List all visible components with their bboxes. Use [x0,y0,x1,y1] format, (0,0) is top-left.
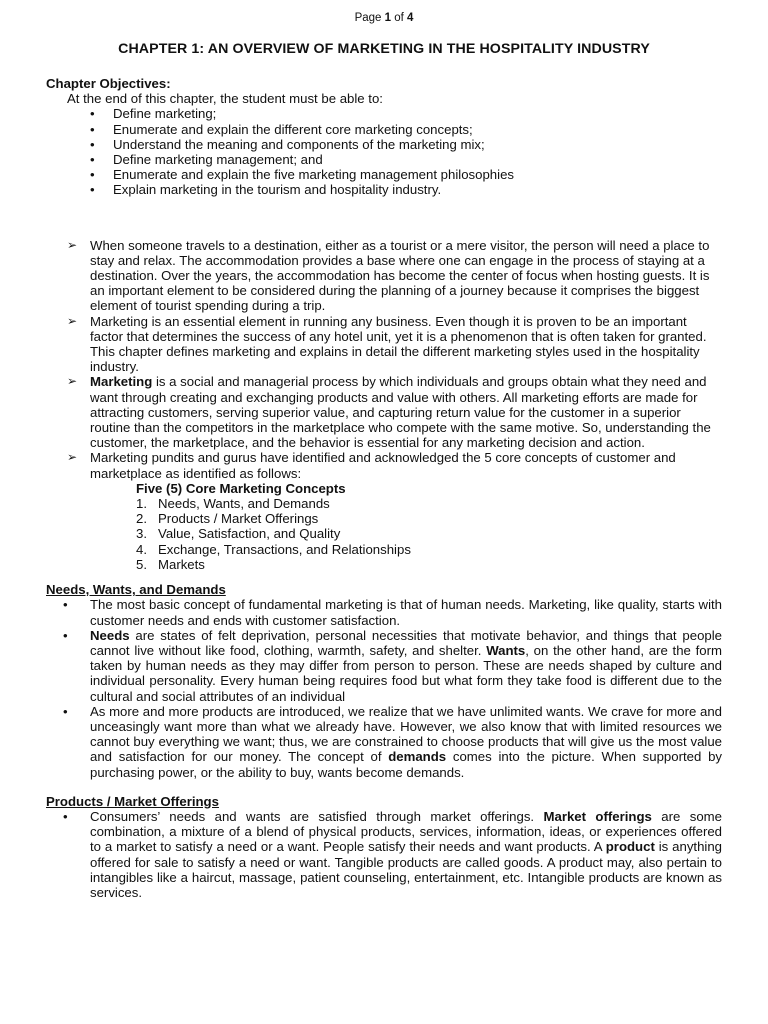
term-demands: demands [388,749,447,765]
bullet-dot-icon: • [63,597,68,613]
core-concept-item: 1. Needs, Wants, and Demands [136,496,330,512]
core-concept-item: 4. Exchange, Transactions, and Relationships [136,541,411,557]
bullet-dot-icon: • [63,627,68,643]
term-needs: Needs [90,627,130,643]
arrow-bullet-icon: ➢ [67,450,78,465]
bullet-paragraph: • The most basic concept of fundamental marketing is that of human needs. Marketing, like quality, starts with customer needs and ends with customer satisfaction. [63,597,722,628]
bullet-paragraph: • Consumers’ needs and wants are satisfied through market offerings. Market offerings are some combination, a mixture of a blend of physical products, services, information, ideas, or experiences offered to a market to satisfy a need or a want. People satisfy their needs and want products. A product is anything offered for sale to satisfy a need or want. Tangible products are called goods. A product may, also pertain to intangibles like a haircut, massage, patient counseling, entertainment, etc. Intangible products are known as services. [63,808,723,900]
term-marketing: Marketing [90,374,153,390]
bullet-dot-icon: • [63,703,68,719]
arrow-paragraph: ➢ When someone travels to a destination, either as a tourist or a mere visitor, the person will need a place to stay and relax. The accommodation provides a base where one can engage in the process of staying at a destination. Over the years, the accommodation has become the center of focus when hosting guests. It is an important element to be considered during the planning of a journey because it comprises the biggest element of tourist spending during a trip. [67,237,710,314]
bullet-dot-icon: • [63,808,68,824]
section-heading-needs: Needs, Wants, and Demands [46,582,226,598]
objective-item: • Understand the meaning and components of the marketing mix; [90,137,722,152]
arrow-paragraphs [46,238,722,481]
chapter-title: CHAPTER 1: AN OVERVIEW OF MARKETING IN THE HOSPITALITY INDUSTRY [118,41,650,57]
core-concept-item: 3. Value, Satisfaction, and Quality [136,526,341,542]
arrow-paragraph: ➢ Marketing pundits and gurus have identified and acknowledged the 5 core concepts of customer and marketplace as identified as follows: [67,450,676,481]
arrow-paragraph: ➢ Marketing is a social and managerial process by which individuals and groups obtain what they need and want through creating and exchanging products and value with others. All marketing efforts are made for attracting customers, serving superior value, and capturing return value for the customer in a superior routine than the competitors in the marketplace who compete with the same motive. So, understanding the customer, the marketplace, and the behavior is essential for any marketing decision and action. [67,374,711,451]
arrow-paragraph: ➢ Marketing is an essential element in running any business. Even though it is proven to be an important factor that determines the success of any hotel unit, yet it is a phenomenon that is often taken for granted. This chapter defines marketing and explains in detail the different marketing styles used in the hospitality industry. [67,313,707,375]
term-product: product [605,839,655,855]
arrow-bullet-icon: ➢ [67,237,78,252]
core-concepts-list [46,496,722,572]
arrow-bullet-icon: ➢ [67,374,78,389]
objective-item: • Explain marketing in the tourism and hospitality industry. [90,182,722,197]
bullet-paragraph: • Needs are states of felt deprivation, personal necessities that motivate behavior, and things that people cannot live without like food, clothing, warmth, safety, and shelter. Wants, on the other hand, are the form taken by human needs as they may differ from person to person. These are needs shaped by culture and individual personality. Every human being requires food but what form they take food is different due to the cultural and social attributes of an individual [63,627,723,704]
core-concept-item: 5. Markets [136,556,205,572]
objective-item: • Enumerate and explain the five marketing management philosophies [90,167,722,182]
bullet-paragraph: • As more and more products are introduced, we realize that we have unlimited wants. We crave for more and unceasingly want more than what we already have. However, we also know that with limited resources we cannot buy everything we want; thus, we are constrained to choose products that will give us the most value and satisfaction for our money. The concept of demands comes into the picture. When supported by purchasing power, or the ability to buy, wants become demands. [63,703,722,780]
objectives-intro: At the end of this chapter, the student must be able to: [67,91,383,107]
term-market-offerings: Market offerings [543,808,652,824]
page-number: Page 1 of 4 [354,12,414,24]
objective-item: • Define marketing; [90,106,722,121]
objectives-list [46,106,722,197]
page-total: 4 [407,12,414,24]
core-concepts-heading: Five (5) Core Marketing Concepts [136,480,346,496]
objective-item: • Define marketing management; and [90,152,722,167]
objective-item: • Enumerate and explain the different core marketing concepts; [90,122,722,137]
objectives-heading: Chapter Objectives: [46,76,171,91]
section-heading-products: Products / Market Offerings [46,793,219,809]
arrow-bullet-icon: ➢ [67,313,78,328]
page-current: 1 [384,12,392,24]
core-concept-item: 2. Products / Market Offerings [136,511,319,527]
term-wants: Wants [486,642,526,658]
